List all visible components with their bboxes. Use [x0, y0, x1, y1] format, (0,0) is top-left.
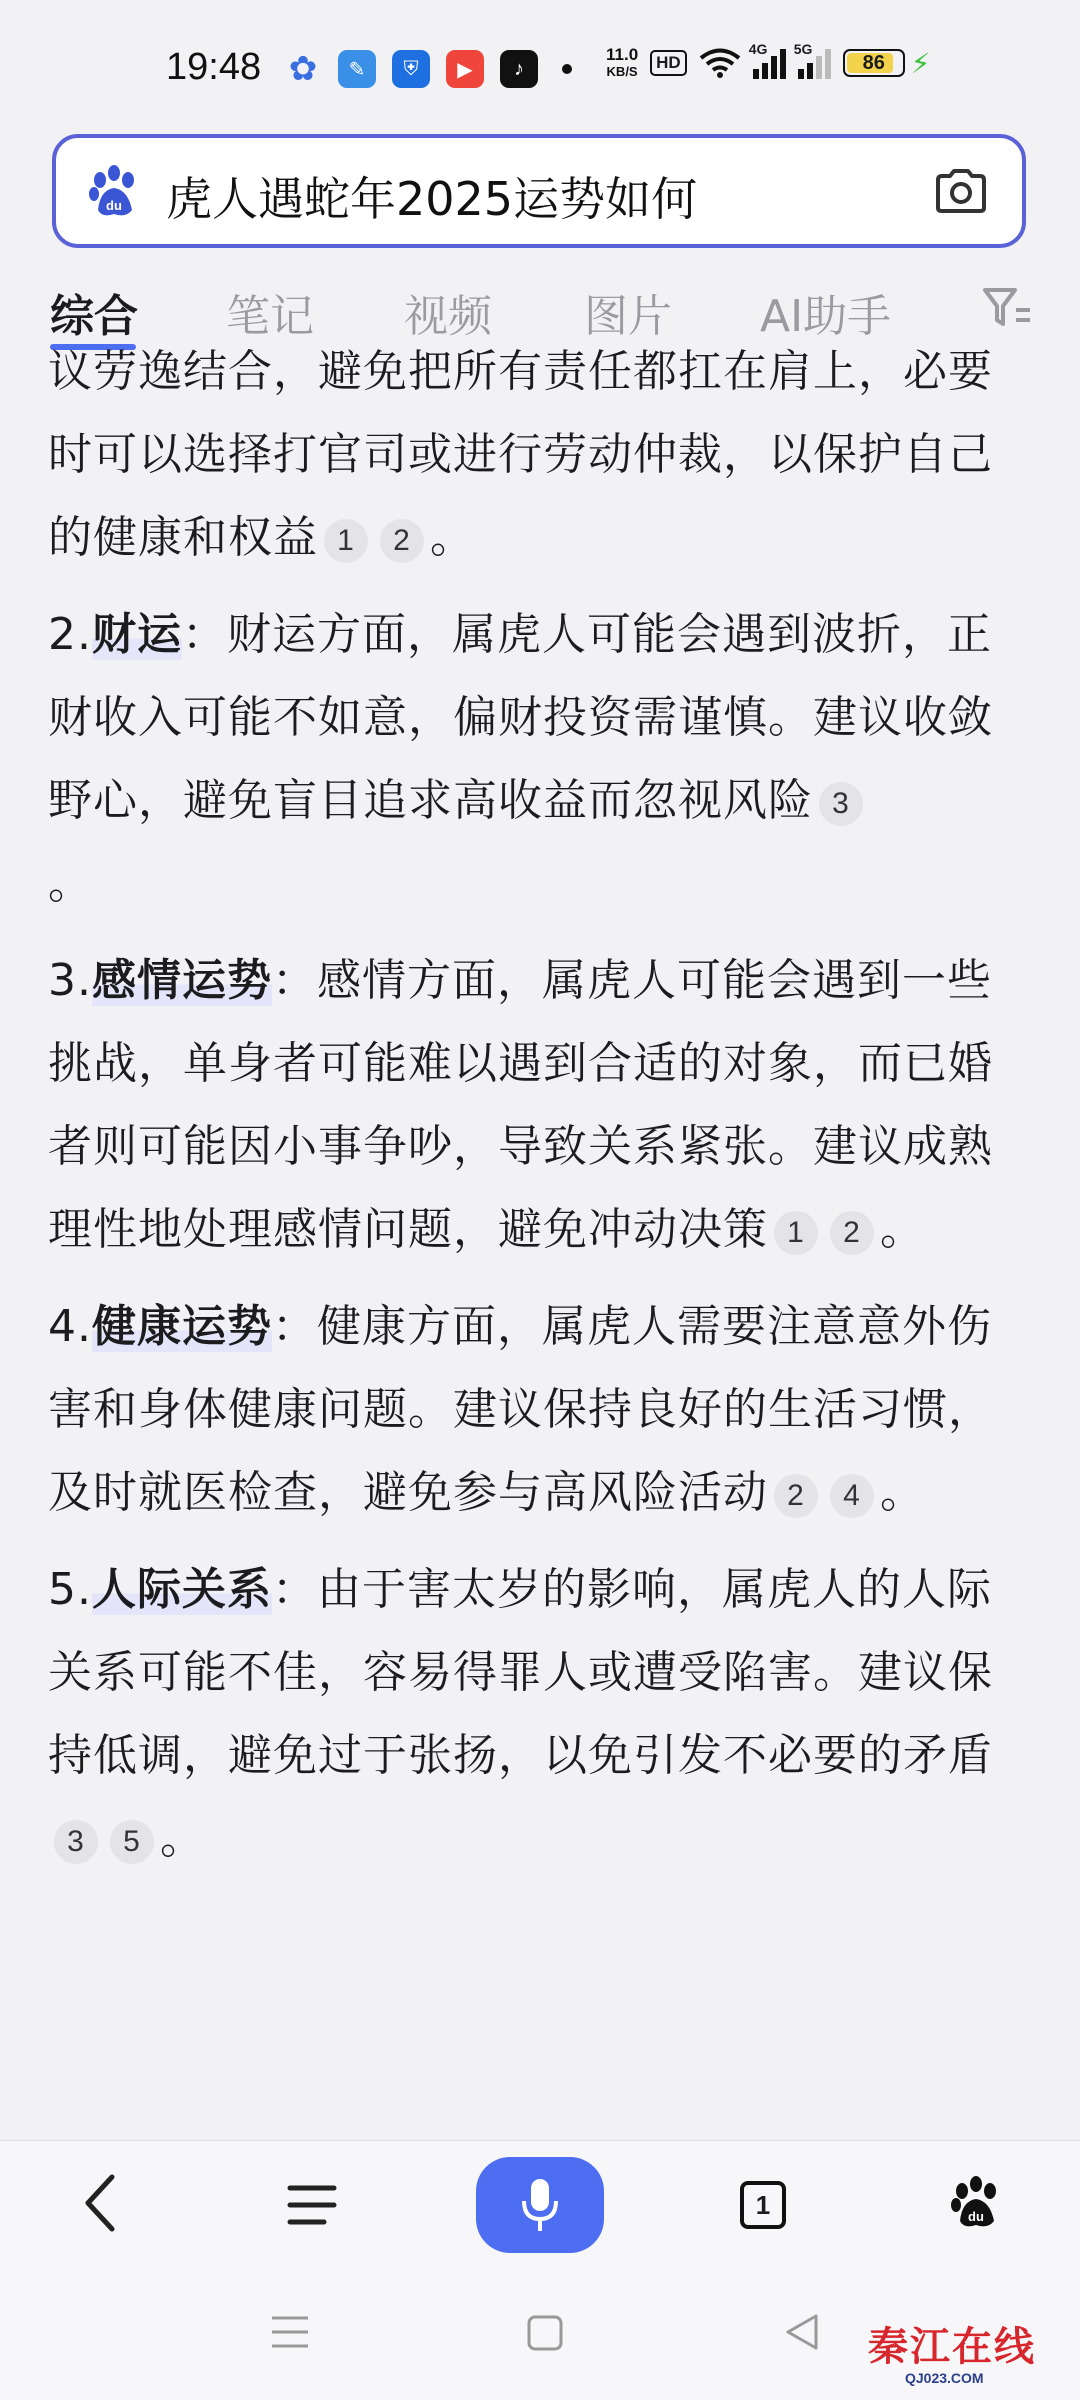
camera-icon[interactable]	[934, 168, 988, 214]
search-query[interactable]: 虎人遇蛇年2025运势如何	[166, 172, 698, 226]
back-icon[interactable]	[80, 2171, 120, 2235]
baidu-home-icon[interactable]	[948, 2173, 1004, 2233]
paragraph-text: 议劳逸结合，避免把所有责任都扛在肩上，必要时可以选择打官司或进行劳动仲裁，以保护自己的健康和权益	[48, 346, 993, 563]
watermark-text: 秦江在线	[868, 2324, 1036, 2369]
baidu-paw-icon: ✿	[288, 50, 318, 88]
wifi-icon	[699, 47, 741, 79]
citation-badge[interactable]: 5	[110, 1820, 154, 1864]
citation-badge[interactable]: 1	[774, 1211, 818, 1255]
item-text: ：感情方面，属虎人可能会遇到一些挑战，单身者可能难以遇到合适的对象，而已婚者则可能因小事争吵，导致关系紧张。建议成熟理性地处理感情问题，避免冲动决策	[48, 955, 993, 1255]
tab-notes[interactable]: 笔记	[226, 291, 314, 342]
citation-badge[interactable]: 3	[819, 782, 863, 826]
charging-bolt-icon: ⚡	[910, 46, 931, 80]
signal-4g-icon	[748, 41, 786, 79]
item-title: 感情运势	[91, 955, 272, 1006]
status-bar	[0, 0, 1080, 130]
svg-text:du: du	[968, 2209, 984, 2224]
feather-app-icon: ✎	[338, 50, 376, 88]
signal-4g-label: 4G	[748, 41, 768, 57]
citation-badge[interactable]: 2	[380, 519, 424, 563]
answer-item-wealth	[48, 593, 1028, 925]
signal-5g-label: 5G	[793, 41, 813, 57]
paragraph-end: 。	[430, 512, 475, 563]
hd-badge: HD	[650, 50, 687, 76]
citation-badge[interactable]: 2	[830, 1211, 874, 1255]
search-bar[interactable]	[52, 134, 1026, 248]
browser-toolbar	[0, 2140, 1080, 2271]
item-number: 3.	[48, 955, 92, 1006]
net-speed-unit: KB/S	[606, 64, 638, 79]
item-title: 人际关系	[91, 1564, 272, 1615]
notification-icons	[284, 50, 572, 88]
voice-search-button[interactable]	[476, 2157, 604, 2253]
recent-apps-icon[interactable]	[270, 2314, 310, 2350]
watermark-url: QJ023.COM	[905, 2370, 984, 2386]
answer-item-relationships	[48, 1548, 1028, 1880]
item-number: 4.	[48, 1301, 92, 1352]
home-icon[interactable]	[526, 2314, 564, 2352]
svg-text:du: du	[106, 198, 122, 213]
more-notifications-dot	[562, 64, 572, 74]
answer-paragraph-intro	[48, 330, 1028, 579]
item-number: 2.	[48, 609, 92, 660]
signal-5g-icon	[793, 41, 831, 79]
microphone-icon	[520, 2177, 560, 2233]
item-text: ：健康方面，属虎人需要注意意外伤害和身体健康问题。建议保持良好的生活习惯，及时就医检查，避免参与高风险活动	[48, 1301, 993, 1518]
citation-badge[interactable]: 2	[774, 1474, 818, 1518]
video-play-app-icon: ▶	[446, 50, 484, 88]
filter-icon[interactable]	[982, 286, 1032, 330]
net-speed	[606, 46, 638, 80]
battery-level: 86	[862, 51, 885, 74]
citation-badge[interactable]: 1	[324, 519, 368, 563]
clock: 19:48	[166, 46, 262, 88]
citation-badge[interactable]: 3	[54, 1820, 98, 1864]
item-text: ：由于害太岁的影响，属虎人的人际关系可能不佳，容易得罪人或遭受陷害。建议保持低调，避免过于张扬，以免引发不必要的矛盾	[48, 1564, 993, 1781]
system-back-icon[interactable]	[784, 2312, 820, 2352]
item-number: 5.	[48, 1564, 92, 1615]
baidu-logo-icon	[86, 164, 142, 220]
tab-videos[interactable]: 视频	[404, 291, 492, 342]
tab-images[interactable]: 图片	[584, 291, 672, 342]
tab-switcher-button[interactable]: 1	[740, 2181, 786, 2229]
answer-item-love	[48, 939, 1028, 1271]
tab-comprehensive[interactable]: 综合	[50, 291, 138, 342]
net-speed-value: 11.0	[606, 45, 639, 64]
menu-icon[interactable]	[286, 2183, 338, 2227]
system-indicators	[606, 41, 931, 80]
item-title: 健康运势	[91, 1301, 272, 1352]
battery-icon	[843, 49, 905, 77]
item-end: 。	[160, 1813, 205, 1864]
item-end: 。	[880, 1204, 925, 1255]
item-text: ：财运方面，属虎人可能会遇到波折，正财收入可能不如意，偏财投资需谨慎。建议收敛野心，避免盲目追求高收益而忽视风险	[48, 609, 993, 826]
item-end: 。	[880, 1467, 925, 1518]
answer-item-health	[48, 1285, 1028, 1534]
citation-badge[interactable]: 4	[830, 1474, 874, 1518]
shield-app-icon: ⛨	[392, 50, 430, 88]
tab-ai-assistant[interactable]: AI助手	[760, 291, 892, 342]
tiktok-app-icon: ♪	[500, 50, 538, 88]
item-end: 。	[48, 858, 93, 909]
ai-answer-content	[48, 330, 1028, 2120]
item-title: 财运	[91, 609, 182, 660]
